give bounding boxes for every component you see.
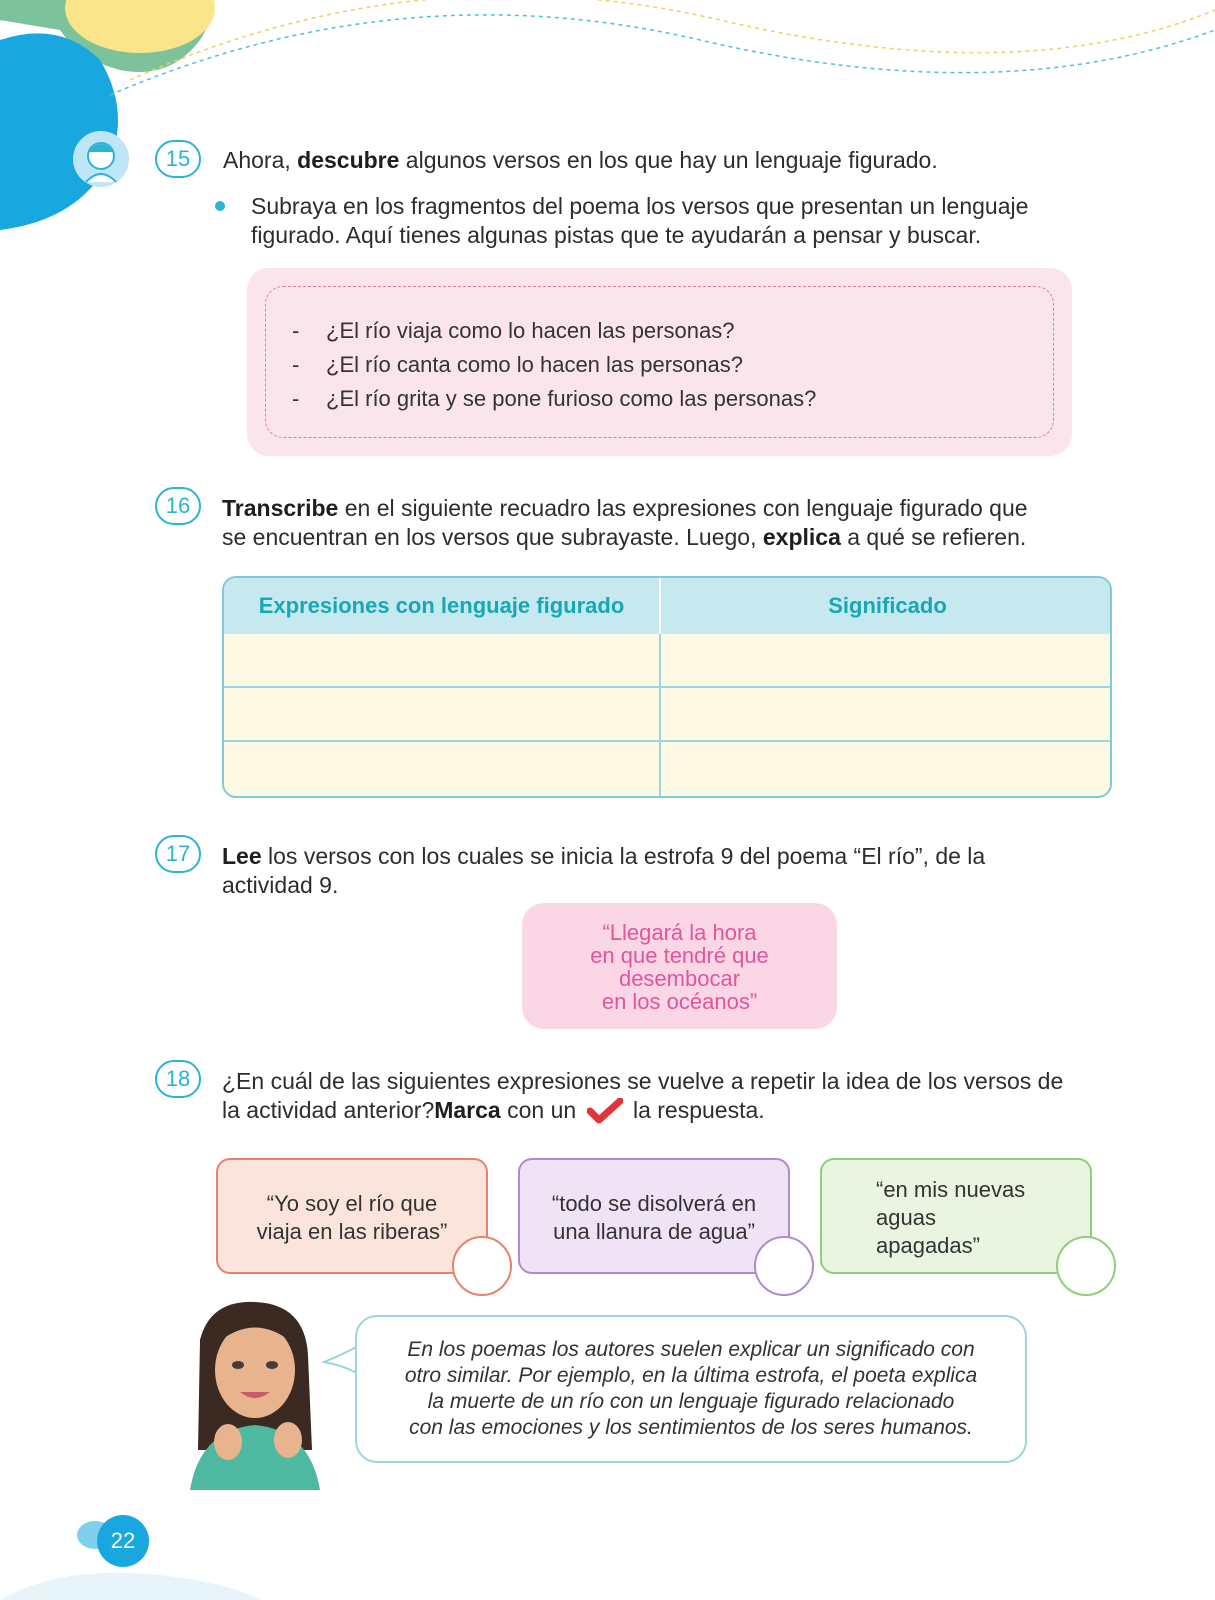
hint-item: - ¿El río viaja como lo hacen las personas? <box>292 318 735 343</box>
bullet-dot <box>215 201 225 211</box>
hint-item: - ¿El río grita y se pone furioso como las personas? <box>292 386 817 411</box>
girl-illustration <box>180 1300 330 1490</box>
table-cell-meaning-3[interactable] <box>661 742 1112 798</box>
activity-16-instruction: Transcribe en el siguiente recuadro las expresiones con lenguaje figurado que se encuentran en los versos que subrayaste. Luego, explica a qué se refieren. <box>222 495 1028 550</box>
activity-number-16: 16 <box>155 487 201 525</box>
table-cell-expression-1[interactable] <box>224 634 659 686</box>
activity-15-instruction: Ahora, descubre algunos versos en los que hay un lenguaje figurado. <box>223 147 938 173</box>
checkmark-icon <box>587 1098 623 1124</box>
table-header-cell: Expresiones con lenguaje figurado <box>258 593 625 618</box>
hint-item: - ¿El río canta como lo hacen las personas? <box>292 352 744 377</box>
tip-bubble: En los poemas los autores suelen explicar un significado con otro similar. Por ejemplo, en la última estrofa, el poeta explica la muerte de un río con un lenguaje figurado relacionado con las emociones y los sentimientos de los seres humanos. <box>355 1315 1027 1463</box>
activity-number-15: 15 <box>155 140 201 178</box>
option-1-checkbox[interactable] <box>452 1236 512 1296</box>
table-cell-expression-2[interactable] <box>224 688 659 740</box>
table-cell-meaning-2[interactable] <box>661 688 1112 740</box>
table-header-cell: Significado <box>828 593 947 618</box>
option-3-checkbox[interactable] <box>1056 1236 1116 1296</box>
activity-17-instruction: Lee los versos con los cuales se inicia la estrofa 9 del poema “El río”, de la actividad 9. <box>222 843 986 898</box>
page-number: 22 <box>97 1515 149 1567</box>
option-2-checkbox[interactable] <box>754 1236 814 1296</box>
table-cell-expression-3[interactable] <box>224 742 659 798</box>
expressions-table <box>222 576 1112 798</box>
table-cell-meaning-1[interactable] <box>661 634 1112 686</box>
option-3: “en mis nuevas aguas apagadas” <box>820 1158 1092 1274</box>
activity-15-bullet-text: Subraya en los fragmentos del poema los versos que presentan un lenguaje figurado. Aquí tienes algunas pistas que te ayudarán a pensar y buscar. <box>251 193 1029 248</box>
quote-box: “Llegará la hora en que tendré que desembocar en los océanos” <box>522 903 837 1029</box>
option-2: “todo se disolverá en una llanura de agua” <box>518 1158 790 1274</box>
table-header <box>224 578 1110 634</box>
option-1: “Yo soy el río que viaja en las riberas” <box>216 1158 488 1274</box>
student-icon <box>72 130 130 188</box>
activity-number-17: 17 <box>155 835 201 873</box>
hints-box <box>247 268 1072 456</box>
activity-18-instruction: ¿En cuál de las siguientes expresiones se vuelve a repetir la idea de los versos de la actividad anterior? Marca con un la respuesta. <box>222 1068 1064 1123</box>
activity-number-18: 18 <box>155 1060 201 1098</box>
